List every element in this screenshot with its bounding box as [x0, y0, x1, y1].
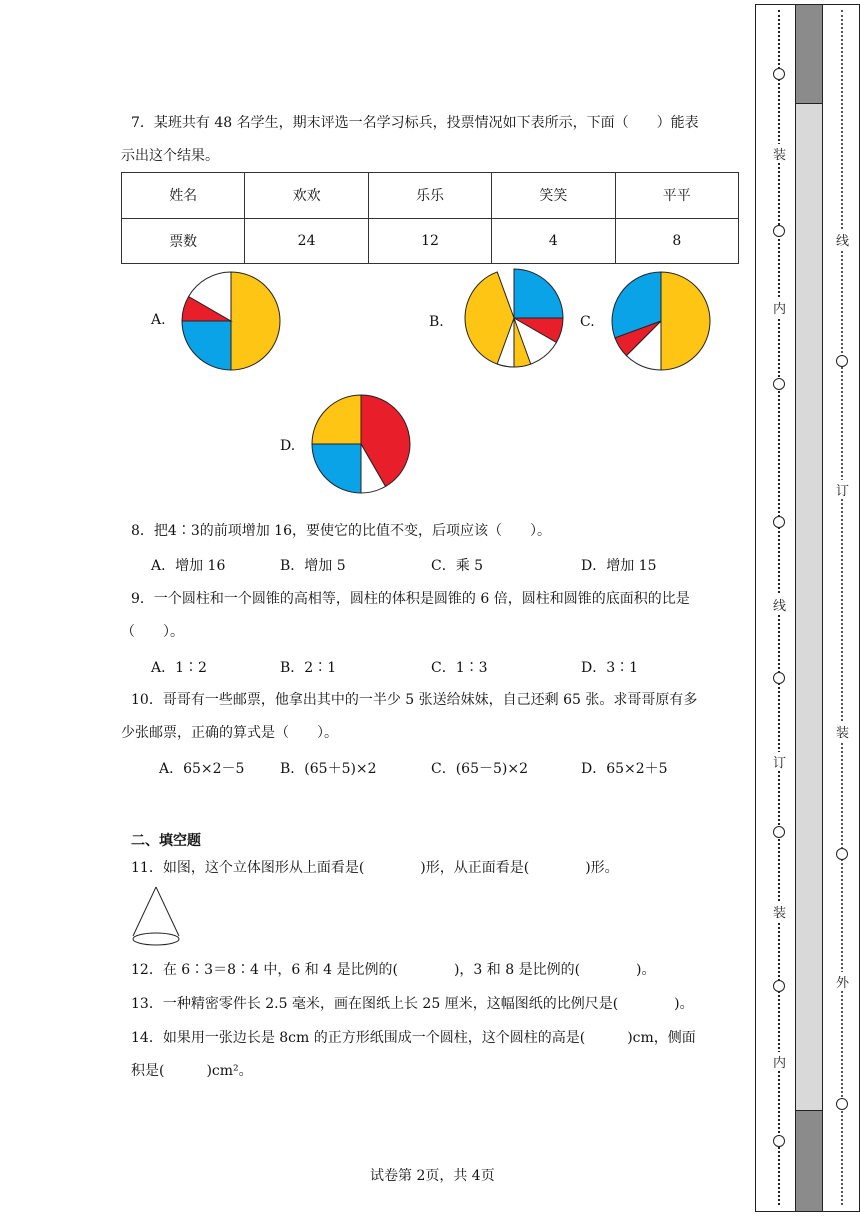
q12-stem: 12．在 6∶3＝8∶4 中，6 和 4 是比例的( )，3 和 8 是比例的( )。	[131, 962, 656, 978]
table-cell: 12	[368, 218, 491, 264]
binding-dotted-line-outer	[841, 10, 843, 1205]
table-row	[122, 218, 739, 264]
table-row	[122, 173, 739, 219]
binding-label: 装	[836, 722, 849, 741]
q10-option-a[interactable]: A．65×2－5	[159, 761, 245, 777]
pie-chart-c[interactable]	[610, 270, 712, 372]
table-cell: 24	[245, 218, 368, 264]
section-heading: 二、填空题	[131, 833, 201, 849]
table-cell: 票数	[122, 218, 245, 264]
q7-line2: 示出这个结果。	[121, 148, 219, 164]
pie-chart-b[interactable]	[463, 267, 565, 369]
q8-option-d[interactable]: D．增加 15	[581, 558, 657, 574]
table-cell: 平平	[615, 173, 738, 219]
q11-stem: 11．如图，这个立体图形从上面看是( )形，从正面看是( )形。	[131, 860, 619, 876]
pie-chart-d[interactable]	[310, 393, 412, 495]
binding-circle	[836, 848, 848, 860]
pie-slice-blue	[182, 321, 231, 370]
q14-line1: 14．如果用一张边长是 8cm 的正方形纸围成一个圆柱，这个圆柱的高是( )cm，侧面	[131, 1030, 696, 1046]
pie-slice-yellow	[661, 272, 710, 370]
table-cell: 8	[615, 218, 738, 264]
option-b-label[interactable]: B.	[429, 314, 444, 330]
binding-circle	[773, 516, 785, 528]
binding-circle	[773, 68, 785, 80]
q10-option-c[interactable]: C．(65－5)×2	[431, 761, 528, 777]
q9-option-a[interactable]: A．1∶2	[151, 660, 207, 676]
q10-line1: 10．哥哥有一些邮票，他拿出其中的一半少 5 张送给妹妹，自己还剩 65 张。求哥哥原有多	[131, 692, 698, 708]
q9-option-d[interactable]: D．3∶1	[581, 660, 639, 676]
binding-circle	[773, 225, 785, 237]
binding-gray-bar-bottom	[795, 1110, 823, 1212]
q10-option-b[interactable]: B．(65＋5)×2	[280, 761, 377, 777]
q8-option-a[interactable]: A．增加 16	[151, 558, 226, 574]
pie-slice-blue	[514, 269, 563, 318]
table-cell: 4	[492, 218, 615, 264]
table-cell: 笑笑	[492, 173, 615, 219]
q7-line1: 7．某班共有 48 名学生，期末评选一名学习标兵，投票情况如下表所示，下面（ ）能表	[131, 115, 699, 131]
binding-circle	[773, 980, 785, 992]
binding-label: 外	[836, 972, 849, 991]
binding-label: 订	[773, 752, 786, 771]
q8-option-b[interactable]: B．增加 5	[280, 558, 346, 574]
binding-label: 装	[773, 144, 786, 163]
binding-label: 线	[773, 595, 786, 614]
binding-circle	[773, 672, 785, 684]
binding-border-left	[755, 4, 757, 1212]
q9-option-b[interactable]: B．2∶1	[280, 660, 337, 676]
pie-chart-a[interactable]	[180, 270, 282, 372]
q9-option-c[interactable]: C．1∶3	[431, 660, 488, 676]
binding-circle	[836, 1098, 848, 1110]
pie-slice-yellow	[312, 395, 361, 444]
binding-label: 线	[836, 230, 849, 249]
binding-label: 装	[773, 902, 786, 921]
binding-label: 内	[773, 1052, 786, 1071]
table-cell: 欢欢	[245, 173, 368, 219]
q9-line2: （ ）。	[121, 624, 184, 640]
q14-line2: 积是( )cm²。	[131, 1063, 253, 1079]
q9-line1: 9．一个圆柱和一个圆锥的高相等，圆柱的体积是圆锥的 6 倍，圆柱和圆锥的底面积的比是	[131, 591, 690, 607]
binding-circle	[836, 355, 848, 367]
binding-circle	[773, 1135, 785, 1147]
pie-slice-yellow	[231, 272, 280, 370]
vote-table	[121, 172, 739, 264]
binding-label: 内	[773, 298, 786, 317]
binding-gray-strip	[795, 104, 823, 1110]
binding-gray-bar-top	[795, 4, 823, 104]
option-d-label[interactable]: D.	[280, 438, 296, 454]
q13-stem: 13．一种精密零件长 2.5 毫米，画在图纸上长 25 厘米，这幅图纸的比例尺是( )。	[131, 996, 694, 1012]
q8-stem: 8．把4∶3的前项增加 16，要使它的比值不变，后项应该（ ）。	[131, 523, 551, 539]
q10-line2: 少张邮票，正确的算式是（ ）。	[121, 725, 338, 741]
q8-option-c[interactable]: C．乘 5	[431, 558, 484, 574]
q10-option-d[interactable]: D．65×2＋5	[581, 761, 668, 777]
table-cell: 乐乐	[368, 173, 491, 219]
binding-label: 订	[836, 480, 849, 499]
option-a-label[interactable]: A.	[151, 312, 166, 328]
page-footer: 试卷第 2页，共 4页	[370, 1168, 495, 1184]
table-cell: 姓名	[122, 173, 245, 219]
option-c-label[interactable]: C.	[580, 314, 595, 330]
binding-circle	[773, 378, 785, 390]
binding-circle	[773, 826, 785, 838]
pie-slice-blue	[312, 444, 361, 493]
cone-figure	[130, 884, 182, 948]
